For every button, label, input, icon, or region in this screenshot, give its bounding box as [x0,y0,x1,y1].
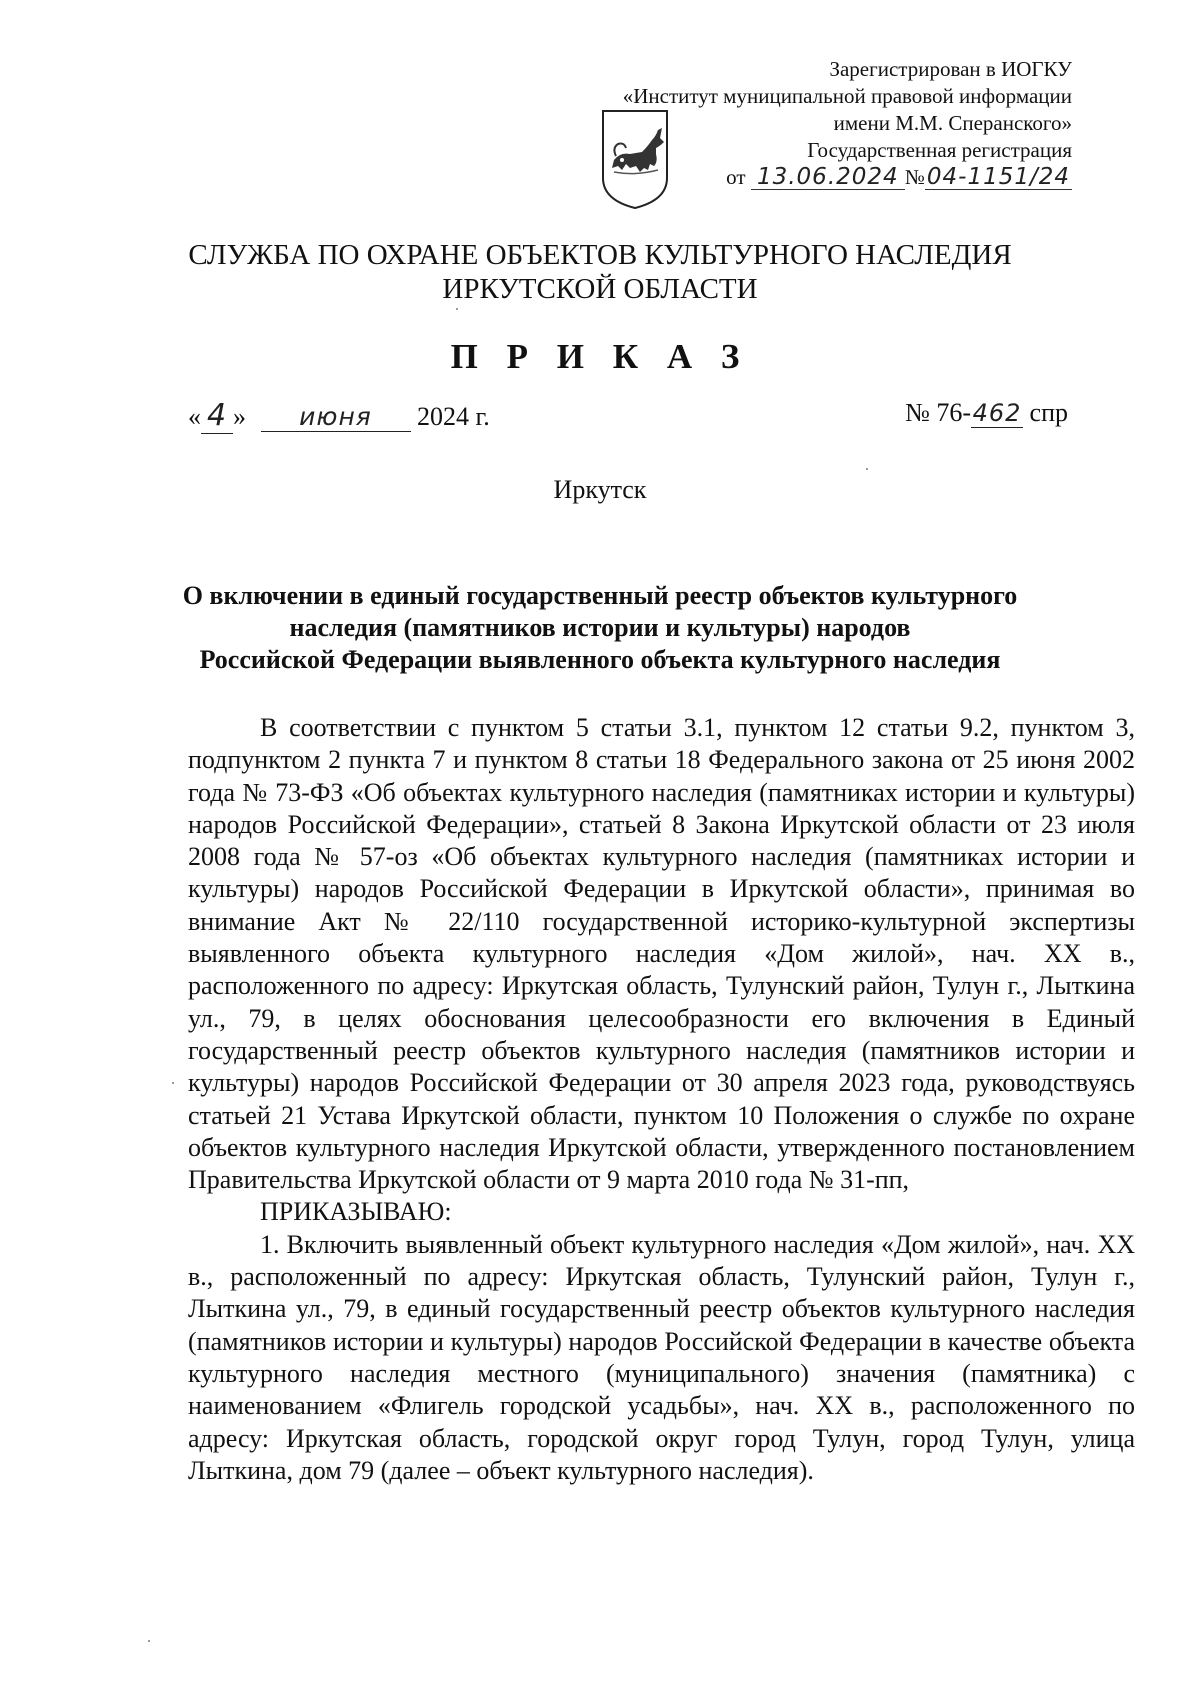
title-line-3: Российской Федерации выявленного объекта культурного наследия [199,645,1001,674]
date-open-quote: « [188,402,201,431]
organization-line-2: ИРКУТСКОЙ ОБЛАСТИ [442,273,758,305]
date-month-handwritten: июня [261,402,411,432]
order-word: ПРИКАЗЫВАЮ: [260,1197,452,1227]
registration-number-handwritten: 04-1151/24 [926,164,1070,190]
order-body [188,712,1135,1487]
registration-line-1: Зарегистрирован в ИОГКУ [829,57,1072,81]
order-item-1: 1. Включить выявленный объект культурного наследия «Дом жилой», нач. XX в., расположенный по адресу: Иркутская область, Тулунский район, Тулун г., Лыткина ул., 79, в единый государственный реестр объектов культурного наследия (памятников истории и культуры) народов Российской Федерации в качестве объекта культурного наследия местного (муниципального) значения (памятника) с наименованием «Флигель городской усадьбы», нач. XX в., расположенного по адресу: Иркутская область, городской округ город Тулун, город Тулун, улица Лыткина, дом 79 (далее – объект культурного наследия). [188,1229,1135,1485]
irkutsk-coat-of-arms-icon [600,108,670,211]
date-year: 2024 г. [417,402,490,431]
organization-name [0,238,1200,306]
registration-number-label: № [904,165,925,189]
registration-stamp [623,56,1072,191]
order-number [905,398,1068,428]
order-title [150,580,1050,676]
order-number-handwritten: 462 [972,399,1022,427]
scan-speck [148,1640,150,1642]
registration-date-handwritten: 13.06.2024 [751,165,905,190]
scan-speck [456,308,458,310]
date-day-handwritten: 4 [201,398,233,434]
scan-speck [172,1082,174,1084]
registration-from-label: от [726,165,746,189]
registration-date-number-line [623,164,1072,191]
registration-line-2: «Институт муниципальной правовой информации [622,84,1072,108]
preamble-paragraph: В соответствии с пунктом 5 статьи 3.1, пунктом 12 статьи 9.2, пунктом 3, подпунктом 2 пункта 7 и пунктом 8 статьи 18 Федерального закона от 25 июня 2002 года № 73-ФЗ «Об объектах культурного наследия (памятниках истории и культуры) народов Российской Федерации», статьей 8 Закона Иркутской области от 23 июля 2008 года № 57-оз «Об объектах культурного наследия (памятниках истории и культуры) народов Российской Федерации в Иркутской области», принимая во внимание Акт № 22/110 государственной историко-культурной экспертизы выявленного объекта культурного наследия «Дом жилой», нач. XX в., расположенного по адресу: Иркутская область, Тулунский район, Тулун г., Лыткина ул., 79, в целях обоснования целесообразности его включения в Единый государственный реестр объектов культурного наследия (памятников истории и культуры) народов Российской Федерации от 30 апреля 2023 года, руководствуясь статьей 21 Устава Иркутской области, пунктом 10 Положения о службе по охране объектов культурного наследия Иркутской области, утвержденного постановлением Правительства Иркутской области от 9 марта 2010 года № 31-пп, [188,713,1135,1195]
order-date [188,398,490,434]
date-close-quote: » [233,402,246,431]
organization-line-1: СЛУЖБА ПО ОХРАНЕ ОБЪЕКТОВ КУЛЬТУРНОГО НАСЛЕДИЯ [188,239,1012,271]
order-number-prefix: № 76- [905,398,972,427]
registration-line-3: имени М.М. Сперанского» [833,111,1072,135]
document-type-heading: П Р И К А З [450,337,750,376]
registration-line-4: Государственная регистрация [807,138,1072,162]
title-line-2: наследия (памятников истории и культуры) народов [289,613,911,642]
title-line-1: О включении в единый государственный реестр объектов культурного [182,581,1018,610]
city-name: Иркутск [553,475,647,504]
order-number-suffix: спр [1029,398,1068,427]
scan-speck [866,468,868,470]
